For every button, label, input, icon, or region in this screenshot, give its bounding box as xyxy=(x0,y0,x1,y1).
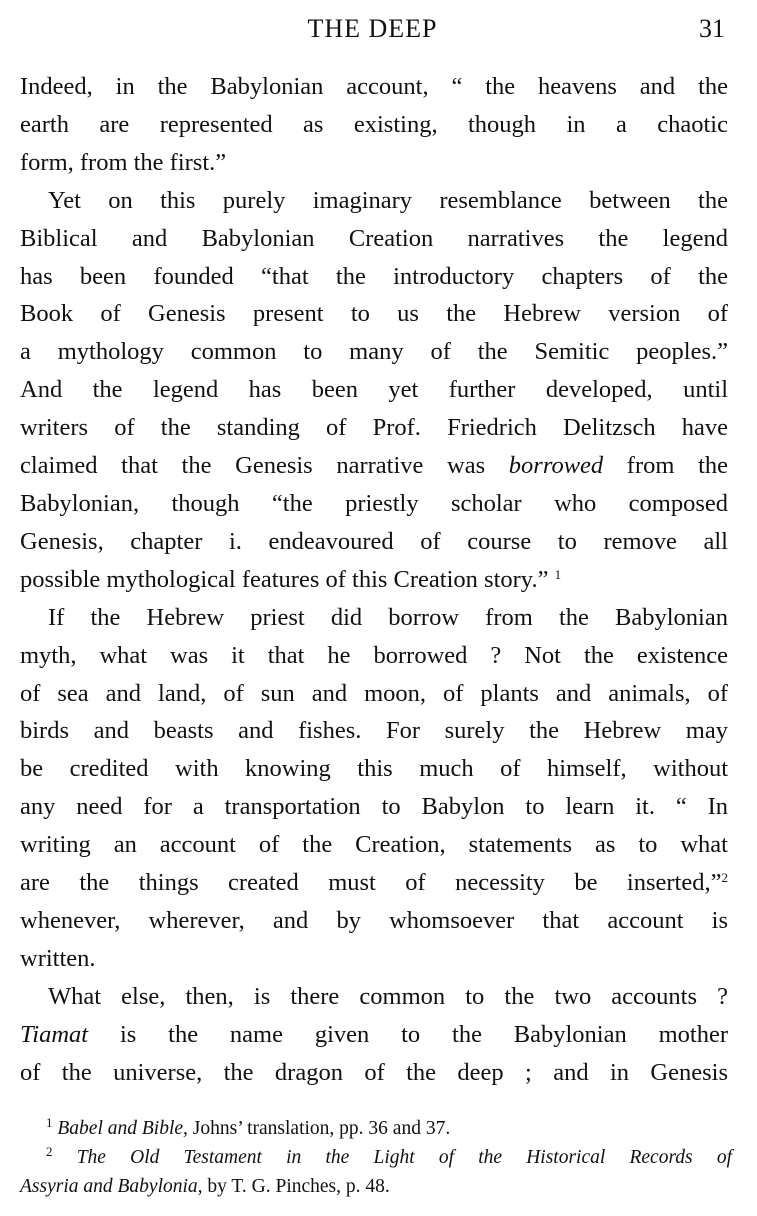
text-line: Biblical and Babylonian Creation narratives the legend xyxy=(20,224,728,252)
footnote-mark: 1 xyxy=(46,1115,53,1130)
footnote-title: Assyria and Babylonia, xyxy=(20,1176,203,1197)
emphasized-word: borrowed xyxy=(508,452,604,480)
footnote-ref-2: 2 xyxy=(721,870,728,886)
paragraph-1 xyxy=(20,68,728,182)
text-line xyxy=(20,864,728,902)
running-title: THE DEEP xyxy=(307,14,438,43)
footnotes xyxy=(20,1114,732,1201)
paragraph-2 xyxy=(20,182,728,599)
text-line: of sea and land, of sun and moon, of plants and animals, of xyxy=(20,679,728,707)
text-line: whenever, wherever, and by whomsoever that account is xyxy=(20,906,728,934)
text-line: writing an account of the Creation, statements as to what xyxy=(20,831,728,859)
text-line: Babylonian, though “the priestly scholar who composed xyxy=(20,489,728,517)
text-line: of the universe, the dragon of the deep ; and in Genesis xyxy=(20,1058,728,1086)
text-segment: claimed that the Genesis narrative was xyxy=(20,452,509,480)
page-number: 31 xyxy=(699,14,725,43)
text-line: earth are represented as existing, though in a chaotic xyxy=(20,110,728,138)
text-segment: possible mythological features of this Creation story.” xyxy=(20,565,549,593)
text-line: writers of the standing of Prof. Friedrich Delitzsch have xyxy=(20,414,728,442)
text-line: Yet on this purely imaginary resemblance between the xyxy=(48,186,728,214)
footnote-mark: 2 xyxy=(46,1144,53,1159)
footnote-2 xyxy=(20,1143,732,1172)
text-line: any need for a transportation to Babylon to learn it. “ In xyxy=(20,793,728,821)
text-segment: is the name given to the Babylonian mother xyxy=(88,1020,728,1048)
text-line: a mythology common to many of the Semitic peoples.” xyxy=(20,338,728,366)
text-line xyxy=(20,561,728,599)
text-segment: are the things created must of necessity be inserted,” xyxy=(20,869,722,897)
text-line xyxy=(20,447,728,485)
footnote-ref-1: 1 xyxy=(554,566,562,582)
text-line: Genesis, chapter i. endeavoured of course to remove all xyxy=(20,527,728,555)
text-segment: from the xyxy=(603,452,729,480)
page-header xyxy=(20,14,725,50)
text-line: What else, then, is there common to the two accounts ? xyxy=(48,982,728,1010)
footnote-title: Babel and Bible, xyxy=(57,1118,188,1139)
footnote-text: Johns’ translation, pp. 36 and 37. xyxy=(187,1118,451,1139)
text-line xyxy=(20,1016,728,1054)
paragraph-4 xyxy=(20,978,728,1092)
text-line: form, from the first.” xyxy=(20,148,227,176)
footnote-2-continued xyxy=(20,1172,732,1201)
text-line: written. xyxy=(20,944,96,972)
emphasized-word: Tiamat xyxy=(20,1020,89,1048)
body-text xyxy=(20,68,728,1091)
text-line: Book of Genesis present to us the Hebrew version of xyxy=(20,300,728,328)
text-line: birds and beasts and fishes. For surely the Hebrew may xyxy=(20,717,728,745)
footnote-title: The Old Testament in the Light of the Historical Records of xyxy=(76,1147,732,1168)
paragraph-3 xyxy=(20,599,728,978)
footnote-text: by T. G. Pinches, p. 48. xyxy=(202,1176,390,1197)
footnote-1 xyxy=(20,1114,732,1143)
text-line: If the Hebrew priest did borrow from the Babylonian xyxy=(48,603,728,631)
text-line: Indeed, in the Babylonian account, “ the heavens and the xyxy=(20,73,728,100)
text-line: be credited with knowing this much of himself, without xyxy=(20,755,728,783)
text-line: myth, what was it that he borrowed ? Not the existence xyxy=(20,641,728,669)
text-line: has been founded “that the introductory chapters of the xyxy=(20,262,728,290)
text-line: And the legend has been yet further developed, until xyxy=(20,376,728,404)
